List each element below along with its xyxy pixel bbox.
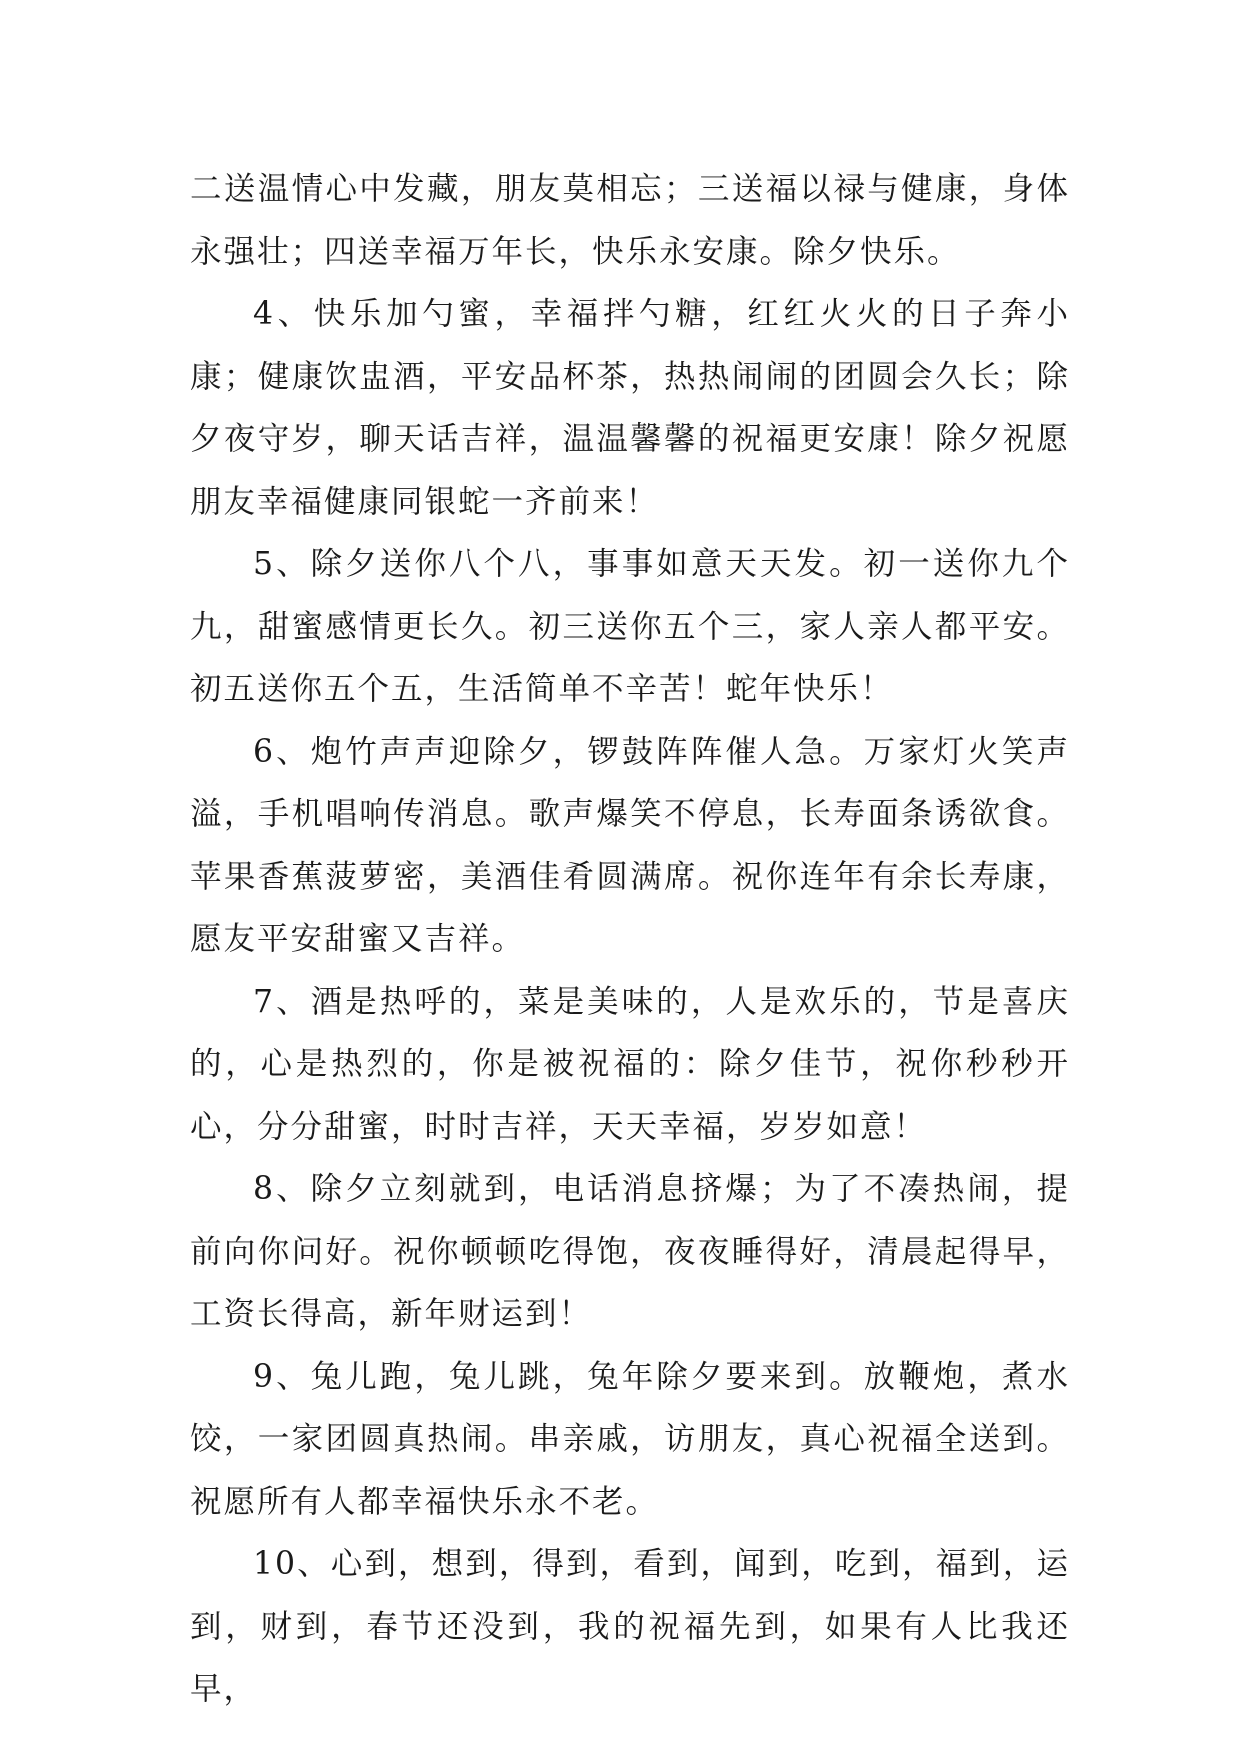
paragraph-8: 8、除夕立刻就到，电话消息挤爆；为了不凑热闹，提前向你问好。祝你顿顿吃得饱，夜夜睡得好，清晨起得早，工资长得高，新年财运到！: [190, 1171, 1070, 1332]
paragraph-10: 10、心到，想到，得到，看到，闻到，吃到，福到，运到，财到，春节还没到，我的祝福先到，如果有人比我还早，: [190, 1546, 1070, 1707]
paragraph-7: 7、酒是热呼的，菜是美味的，人是欢乐的，节是喜庆的，心是热烈的，你是被祝福的：除夕佳节，祝你秒秒开心，分分甜蜜，时时吉祥，天天幸福，岁岁如意！: [190, 983, 1070, 1145]
paragraph-5: 5、除夕送你八个八，事事如意天天发。初一送你九个九，甜蜜感情更长久。初三送你五个三，家人亲人都平安。初五送你五个五，生活简单不辛苦！蛇年快乐！: [190, 546, 1070, 707]
document-body: [190, 158, 1070, 1721]
paragraph-9: 9、兔儿跑，兔儿跳，兔年除夕要来到。放鞭炮，煮水饺，一家团圆真热闹。串亲戚，访朋友，真心祝福全送到。祝愿所有人都幸福快乐永不老。: [190, 1358, 1070, 1520]
paragraph-6: 6、炮竹声声迎除夕，锣鼓阵阵催人急。万家灯火笑声溢，手机唱响传消息。歌声爆笑不停息，长寿面条诱欲食。苹果香蕉菠萝密，美酒佳肴圆满席。祝你连年有余长寿康，愿友平安甜蜜又吉祥。: [190, 733, 1070, 957]
paragraph-4: 4、快乐加勺蜜，幸福拌勺糖，红红火火的日子奔小康；健康饮盅酒，平安品杯茶，热热闹闹的团圆会久长；除夕夜守岁，聊天话吉祥，温温馨馨的祝福更安康！除夕祝愿朋友幸福健康同银蛇一齐前来！: [190, 296, 1070, 520]
paragraph-continuation: 二送温情心中发藏，朋友莫相忘；三送福以禄与健康，身体永强壮；四送幸福万年长，快乐永安康。除夕快乐。: [190, 171, 1070, 270]
